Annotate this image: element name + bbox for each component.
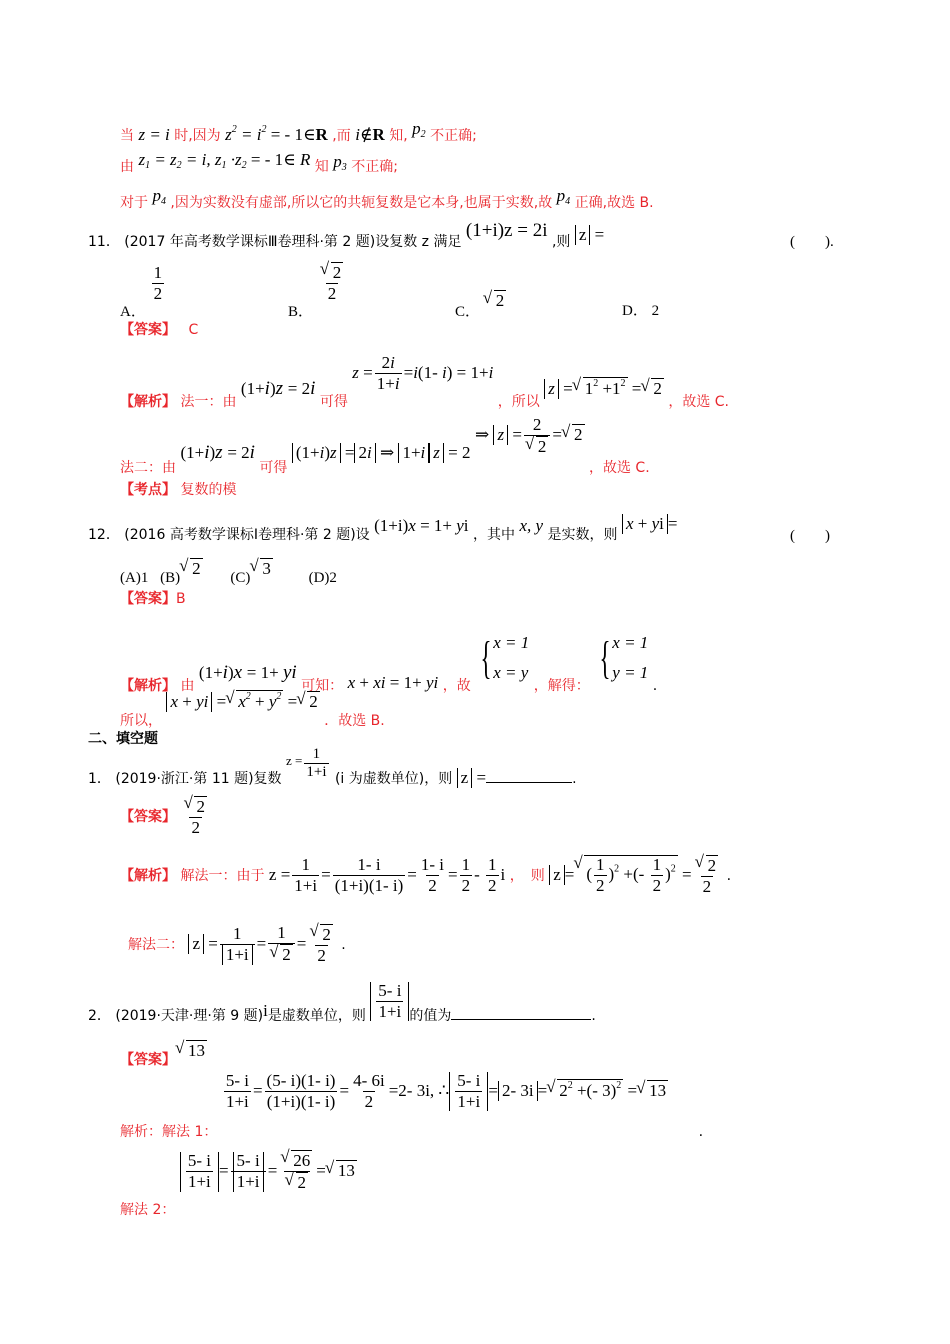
- fill-1-answer: [120, 796, 211, 838]
- math-modulus: z = √ $1^2 +1^2$ = √ 2: [544, 379, 664, 398]
- math-derivation: $\frac{5- i}{1+i}$ = $\frac{5- i}{1+i}$ = √ 26 √ 2 = √ 13: [180, 1161, 357, 1180]
- math-target: x + yi =: [622, 514, 678, 533]
- answer-tag: 【答案】: [120, 591, 176, 607]
- text: ，故选 C.: [668, 393, 730, 410]
- analysis-tag: 【解析】: [120, 677, 176, 694]
- text: ,因为实数没有虚部,所以它的共轭复数是它本身,也属于实数,故: [170, 195, 553, 211]
- q12-conclusion: [120, 690, 385, 729]
- text: 是虚数单位，则: [267, 1007, 366, 1024]
- fill-2-analysis-method-1: [120, 1071, 704, 1140]
- question-number: 12．: [88, 527, 120, 543]
- math-sqrt2: √ 2: [484, 291, 507, 310]
- text: 知: [314, 159, 329, 175]
- point-tag: 【考点】: [120, 482, 176, 498]
- q11-answer: [120, 319, 198, 339]
- text: ,则: [551, 234, 571, 250]
- q12-option-b[interactable]: [160, 559, 203, 586]
- text: .: [572, 771, 577, 788]
- fill-2-analysis-method-2: [120, 1150, 357, 1218]
- text: 可得: [259, 460, 288, 477]
- text: 的值为: [409, 1007, 452, 1024]
- q12-options: [120, 558, 337, 586]
- math-z-derivation: z = $\frac{2i}{1+i}$ =i(1- i) = 1+i: [352, 353, 494, 393]
- math-modulus-derivation: (1+i)z = 2i ⇒ 1+i z = 2: [292, 443, 471, 462]
- question-number: 1．: [88, 771, 111, 788]
- q11-option-a[interactable]: [120, 263, 166, 320]
- text: .: [652, 677, 658, 694]
- option-value: 1: [140, 570, 149, 586]
- option-label: B．: [288, 304, 314, 320]
- question-number: 11．: [88, 234, 120, 250]
- text: ， 则: [509, 867, 545, 884]
- q11-option-b[interactable]: [288, 262, 347, 320]
- math-modulus: z = √ ( $\frac{1}{2}$ )$^2$ +(- $\frac{1}{2}$ )$^2$ = √ $\frac{2}{2}$: [549, 865, 722, 884]
- answer-tag: 【答案】: [120, 808, 176, 825]
- analysis-tag: 【解析】: [120, 867, 176, 884]
- math-p4: $p_4$: [556, 186, 571, 207]
- text: 解法 2：: [120, 1201, 176, 1218]
- q12-option-c[interactable]: [230, 559, 273, 586]
- equation: x = 1: [493, 633, 530, 652]
- equation: x = 1: [612, 633, 649, 652]
- text: 解法二：: [128, 936, 184, 953]
- question-11-stem: [88, 220, 605, 252]
- q11-option-c[interactable]: [455, 290, 506, 320]
- math-target: z =: [457, 768, 486, 787]
- option-label: D．: [622, 303, 648, 319]
- text: 当: [120, 128, 134, 144]
- prev-solution-line-2: [120, 150, 398, 177]
- question-11-bracket: ( ).: [790, 234, 834, 250]
- prev-solution-line-3: [120, 186, 654, 213]
- text: ，其中: [472, 527, 515, 543]
- math-sqrt2: √ 2: [180, 558, 203, 579]
- text: 由: [120, 159, 134, 175]
- text: 正确,故选 B.: [574, 195, 654, 211]
- math-condition: (1+i)z = 2i: [465, 220, 548, 241]
- q12-answer: [120, 588, 186, 608]
- text: 法二：由: [120, 460, 176, 477]
- text: .: [726, 867, 732, 884]
- text: 知,: [389, 128, 408, 144]
- text: ．故选 B.: [324, 713, 385, 729]
- answer-tag: 【答案】: [120, 322, 176, 338]
- system-of-equations-2: { x = 1 y = 1: [594, 628, 648, 688]
- text: 不正确;: [351, 159, 398, 175]
- math-target: z =: [575, 225, 604, 244]
- math-result: ⇒ z = 2 √ 2 = √ 2: [475, 425, 585, 444]
- text: 由: [180, 677, 195, 694]
- text: ，故: [442, 677, 471, 694]
- option-label: (A): [120, 570, 141, 586]
- text: ，所以: [497, 393, 540, 410]
- text: 不正确;: [430, 128, 477, 144]
- fraction-sqrt2-over-2: √ $\frac{2}{2}$: [182, 796, 209, 838]
- math-condition: (1+i)z = 2i: [180, 442, 255, 464]
- math-sqrt3: √ 3: [250, 558, 273, 579]
- text: 可知：: [301, 677, 344, 694]
- math-z-squared: $z^2 = i^2$ = - 1∈R: [225, 124, 328, 144]
- fraction-sqrt2-over-2: √ $\frac{2}{2}$: [319, 262, 346, 304]
- analysis-tag: 【解析】: [120, 393, 176, 410]
- text: .: [341, 936, 346, 953]
- answer-tag: 【答案】: [120, 1052, 176, 1068]
- math-z-definition: z = $\frac{1}{1+i}$: [286, 746, 327, 780]
- answer-blank[interactable]: [486, 782, 572, 783]
- section-title: 二、填空题: [88, 731, 158, 747]
- text: 解析：解法 1：: [120, 1123, 218, 1140]
- math-i-not-in-r: i∉R: [355, 125, 385, 144]
- math-p4: $p_4$: [152, 186, 166, 207]
- q11-key-point: [120, 479, 236, 499]
- math-z-derivation: z = $\frac{1}{1+i}$ = $\frac{1- i}{(1+i)(1- i)}$ = $\frac{1- i}{2}$ = $\frac{1}{2}$ - $\frac{1}{2}$ i: [268, 855, 506, 896]
- q12-option-a[interactable]: [120, 570, 148, 586]
- answer-value: C: [188, 322, 199, 338]
- q12-option-d[interactable]: [309, 570, 337, 586]
- fraction-one-half: $\frac{1}{2}$: [153, 263, 163, 303]
- math-modulus: z = $\frac{1}{1+i}$ = 1 √ 2 = √ $\frac{2}{2}$: [188, 934, 336, 953]
- text: 是实数，则: [547, 527, 618, 543]
- text: .: [698, 1123, 704, 1140]
- equation: y = 1: [612, 662, 649, 682]
- math-expanded: x + xi = 1+ yi: [347, 672, 439, 692]
- text: 法一：由: [180, 393, 237, 410]
- text: (i 为虚数单位)，则: [334, 771, 453, 788]
- q11-analysis-method-2: [120, 415, 650, 477]
- text: .: [591, 1007, 596, 1024]
- option-label: C．: [455, 304, 481, 320]
- math-z-eq-i: z = i: [138, 125, 170, 144]
- option-label: (D): [308, 570, 330, 586]
- fill-2-answer: [120, 1040, 207, 1068]
- question-source: (2016 高考数学课标Ⅰ卷理科·第 2 题)设: [124, 527, 370, 543]
- q12-analysis: [120, 616, 658, 694]
- question-source: (2019·浙江·第 11 题)复数: [115, 771, 282, 788]
- question-number: 2．: [88, 1007, 111, 1024]
- math-p2: $p_2$: [412, 119, 426, 140]
- equation: x = y: [493, 662, 529, 682]
- q11-analysis-method-1: [120, 350, 730, 410]
- fill-1-analysis-method-1: [120, 855, 731, 897]
- answer-value: B: [176, 591, 186, 607]
- text: 时,因为: [174, 128, 221, 144]
- prev-solution-line-1: [120, 119, 477, 146]
- option-value: 2: [651, 303, 660, 319]
- math-z1-z2: $z_1 = z_2 = i$, $z_1 \cdot z_2$ = - 1∈ R: [138, 150, 311, 171]
- fill-1-analysis-method-2: [128, 924, 346, 966]
- system-of-equations-1: { x = 1 x = y: [475, 628, 529, 688]
- math-p3: $p_3$: [333, 152, 347, 173]
- math-modulus: x + yi = √ $x^2 + y^2$ = √ 2: [166, 692, 319, 711]
- option-label: (C): [230, 570, 251, 586]
- text: 对于: [120, 195, 148, 211]
- math-vars: x, y: [519, 516, 544, 535]
- math-condition: (1+i)z = 2i: [240, 377, 316, 399]
- math-condition: (1+i)x = 1+ yi: [198, 661, 297, 683]
- text: 解法一：由于: [180, 867, 265, 884]
- question-12-stem: [88, 514, 678, 544]
- fill-2-stem: [88, 981, 596, 1024]
- question-12-bracket: ( ): [790, 528, 830, 544]
- text: ，解得：: [533, 677, 590, 694]
- math-i: i: [263, 1000, 268, 1020]
- question-source: (2019·天津·理·第 9 题): [115, 1007, 264, 1024]
- math-abs-fraction: $\frac{5- i}{1+i}$: [370, 982, 409, 1021]
- point-value: 复数的模: [180, 482, 237, 498]
- math-sqrt13: √ 13: [176, 1040, 207, 1061]
- answer-blank[interactable]: [451, 1019, 591, 1020]
- text: ,而: [332, 128, 351, 144]
- option-value: 2: [329, 570, 337, 586]
- question-source: (2017 年高考数学课标Ⅲ卷理科·第 2 题)设复数 z 满足: [124, 234, 462, 250]
- q11-option-d[interactable]: [622, 299, 659, 320]
- math-derivation: $\frac{5- i}{1+i}$ = $\frac{(5- i)(1- i)}{(1+i)(1- i)}$ = $\frac{4- 6i}{2}$ =2- 3i, ∴ $\frac{5- i}{1+i}$ = 2- 3i = √ $2^2$ +(- 3)$^2$ = √ 13: [222, 1081, 668, 1100]
- text: 可得: [319, 393, 348, 410]
- option-label: (B): [160, 570, 181, 586]
- text: 所以，: [120, 713, 162, 729]
- fill-1-stem: [88, 746, 577, 788]
- text: ，故选 C.: [588, 460, 650, 477]
- math-condition: (1+i)x = 1+ yi: [374, 516, 469, 535]
- option-label: A．: [120, 304, 146, 320]
